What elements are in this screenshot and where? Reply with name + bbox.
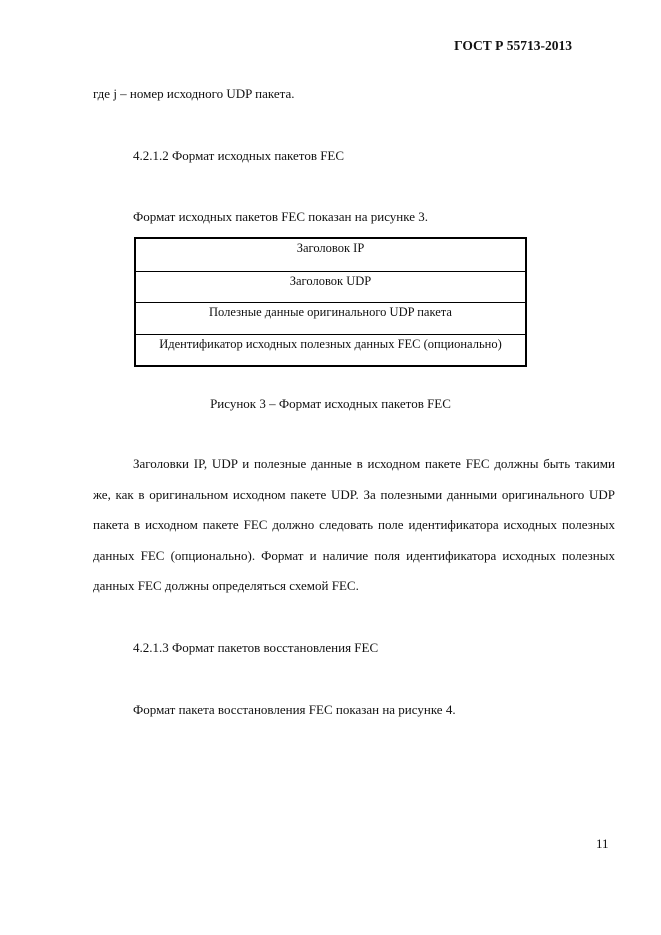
page-number: 11 [596,836,609,851]
packet-row-fec-payload-id: Идентификатор исходных полезных данных FEC (опционально) [136,334,525,365]
packet-row-payload: Полезные данные оригинального UDP пакета [136,302,525,334]
figure3-packet-diagram [134,237,527,367]
packet-row-ip-header: Заголовок IP [296,241,365,255]
figure3-intro: Формат исходных пакетов FEC показан на рисунке 3. [133,209,429,224]
section-heading-4-2-1-2: 4.2.1.2 Формат исходных пакетов FEC [133,148,345,163]
figure3-caption: Рисунок 3 – Формат исходных пакетов FEC [210,396,451,411]
formula-explanation: где j – номер исходного UDP пакета. [93,86,295,101]
figure4-intro: Формат пакета восстановления FEC показан на рисунке 4. [133,702,456,717]
section-heading-4-2-1-3: 4.2.1.3 Формат пакетов восстановления FEC [133,640,379,655]
body-paragraph: Заголовки IP, UDP и полезные данные в исходном пакете FEC должны быть такими же, как в оригинальном исходном пакете UDP. За полезными данными оригинального UDP пакета в исходном пакете FEC должно следовать поле идентификатора исходных полезных данных FEC (опционально). Формат и наличие поля идентификатора исходных полезных данных FEC должны определяться схемой FEC. [93,456,615,594]
document-header: ГОСТ Р 55713-2013 [454,38,572,53]
packet-row-udp-header: Заголовок UDP [136,271,525,302]
